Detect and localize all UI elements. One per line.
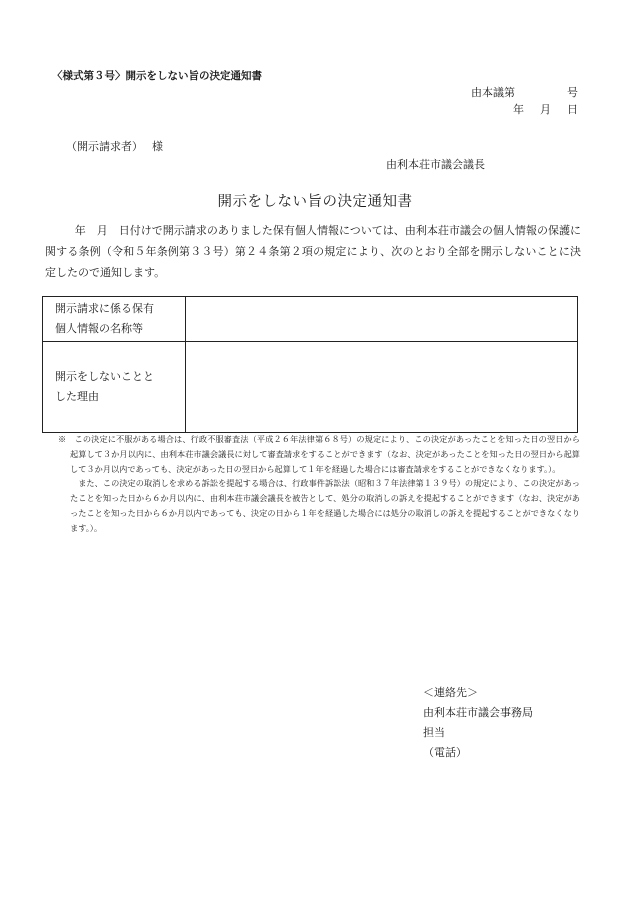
table-label-reason bbox=[43, 342, 186, 433]
date-month: 月 bbox=[540, 103, 551, 116]
contact-phone: （電話） bbox=[423, 746, 467, 759]
contact-block bbox=[423, 683, 533, 763]
table-row bbox=[43, 297, 578, 342]
table-value-reason bbox=[186, 342, 578, 433]
body-paragraph: 年 月 日付けで開示請求のありました保有個人情報については、由利本荘市議会の個人情報の保護に関する条例（令和５年条例第３３号）第２４条第２項の規定により、次のとおり全部を開示しないことに決定したので通知します。 bbox=[45, 224, 581, 279]
note-appeal: ※ この決定に不服がある場合は、行政不服審査法（平成２６年法律第６８号）の規定により、この決定があったことを知った日の翌日から起算して３か月以内に、由利本荘市議会議長に対して審査請求をすることができます（なお、決定があったことを知った日の翌日から起算して３か月以内であっても、決定があった日の翌日から起算して１年を経過した場合には審査請求をすることができなくなります。）。 bbox=[58, 434, 580, 474]
info-table bbox=[42, 296, 578, 433]
table-label-line: した理由 bbox=[55, 390, 99, 403]
contact-heading: ＜連絡先＞ bbox=[423, 686, 478, 699]
date-year: 年 bbox=[513, 103, 524, 116]
document-number bbox=[471, 84, 578, 100]
table-label-requested-info bbox=[43, 297, 186, 342]
table-label-line: 開示をしないことと bbox=[55, 370, 154, 383]
table-row bbox=[43, 342, 578, 433]
issue-date bbox=[497, 101, 578, 117]
table-label-line: 個人情報の名称等 bbox=[55, 322, 143, 335]
table-label-line: 開示請求に係る保有 bbox=[55, 302, 154, 315]
table-value-requested-info bbox=[186, 297, 578, 342]
form-number: 〈様式第３号〉開示をしない旨の決定通知書 bbox=[52, 70, 262, 82]
document-number-suffix: 号 bbox=[567, 86, 578, 99]
contact-staff: 担当 bbox=[423, 726, 445, 739]
date-day: 日 bbox=[567, 103, 578, 116]
addressee: （開示請求者） 様 bbox=[66, 140, 163, 153]
issuer: 由利本荘市議会議長 bbox=[386, 158, 485, 171]
notes bbox=[58, 432, 580, 536]
document-number-prefix: 由本議第 bbox=[471, 86, 515, 99]
body-text bbox=[45, 220, 581, 283]
contact-office: 由利本荘市議会事務局 bbox=[423, 706, 533, 719]
note-lawsuit: また、この決定の取消しを求める訴訟を提起する場合は、行政事件訴訟法（昭和３７年法律第１３９号）の規定により、この決定があったことを知った日から６か月以内に、由利本荘市議会議長を被告として、処分の取消しの訴えを提起することができます（なお、決定があったことを知った日から６か月以内であっても、決定の日から１年を経過した場合には処分の取消しの訴えを提起することができなくなります。）。 bbox=[70, 478, 580, 533]
document-title: 開示をしない旨の決定通知書 bbox=[217, 194, 413, 210]
